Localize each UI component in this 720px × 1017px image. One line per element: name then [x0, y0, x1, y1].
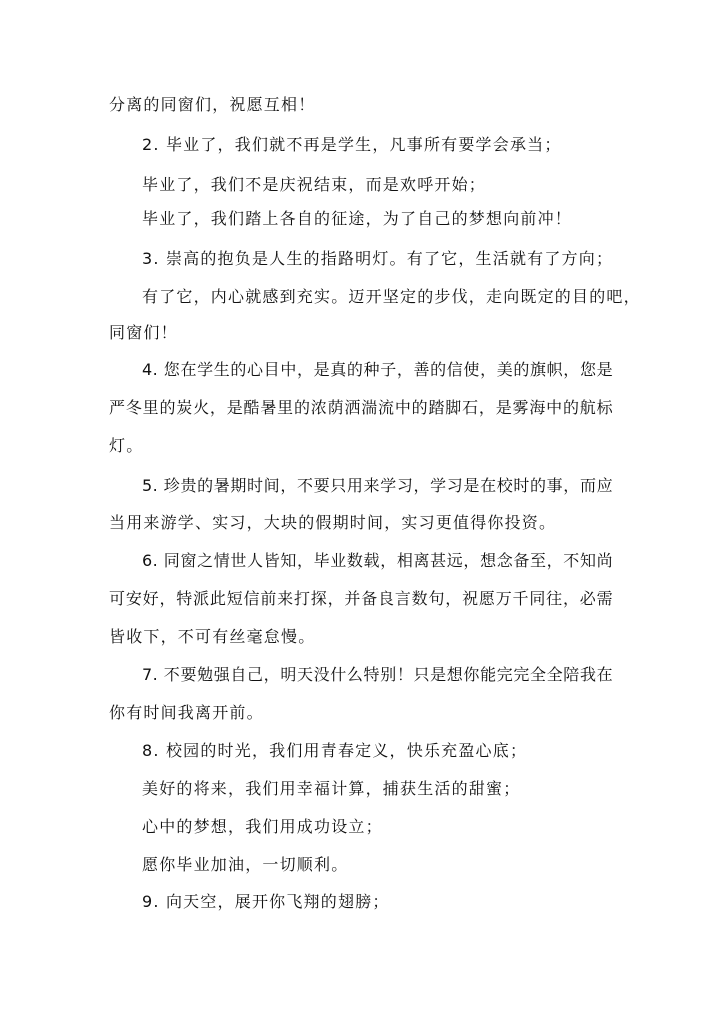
text-line: 皆收下，不可有丝毫怠慢。: [109, 627, 316, 646]
text-line: 分离的同窗们，祝愿互相！: [109, 95, 316, 114]
text-line: 毕业了，我们踏上各自的征途，为了自己的梦想向前冲！: [142, 209, 573, 228]
text-line: 愿你毕业加油，一切顺利。: [142, 855, 349, 874]
text-line: 美好的将来，我们用幸福计算，捕获生活的甜蜜；: [142, 779, 521, 798]
text-line: 你有时间我离开前。: [109, 703, 264, 722]
text-line: 可安好，特派此短信前来打探，并备良言数句，祝愿万千同往，必需: [109, 589, 613, 608]
text-line: 毕业了，我们不是庆祝结束，而是欢呼开始；: [142, 175, 487, 194]
text-line: 灯。: [109, 436, 144, 455]
text-line: 当用来游学、实习，大块的假期时间，实习更值得你投资。: [109, 513, 557, 532]
text-line: 7. 不要勉强自己，明天没什么特别！只是想你能完完全全陪我在: [142, 665, 613, 684]
text-line: 心中的梦想，我们用成功设立；: [142, 817, 383, 836]
text-line: 9. 向天空，展开你飞翔的翅膀；: [142, 892, 390, 911]
text-line: 6. 同窗之情世人皆知，毕业数载，相离甚远，想念备至，不知尚: [142, 551, 613, 570]
text-line: 8. 校园的时光，我们用青春定义，快乐充盈心底；: [142, 741, 528, 760]
text-line: 5. 珍贵的暑期时间，不要只用来学习，学习是在校时的事，而应: [142, 476, 613, 495]
text-line: 有了它，内心就感到充实。迈开坚定的步伐，走向既定的目的吧，: [142, 287, 641, 306]
text-line: 严冬里的炭火，是酷暑里的浓荫洒湍流中的踏脚石，是雾海中的航标: [109, 398, 613, 417]
text-line: 3. 崇高的抱负是人生的指路明灯。有了它，生活就有了方向；: [142, 249, 614, 268]
text-line: 4. 您在学生的心目中，是真的种子，善的信使，美的旗帜，您是: [142, 360, 613, 379]
text-line: 2. 毕业了，我们就不再是学生，凡事所有要学会承当；: [142, 135, 562, 154]
text-line: 同窗们！: [109, 323, 178, 342]
